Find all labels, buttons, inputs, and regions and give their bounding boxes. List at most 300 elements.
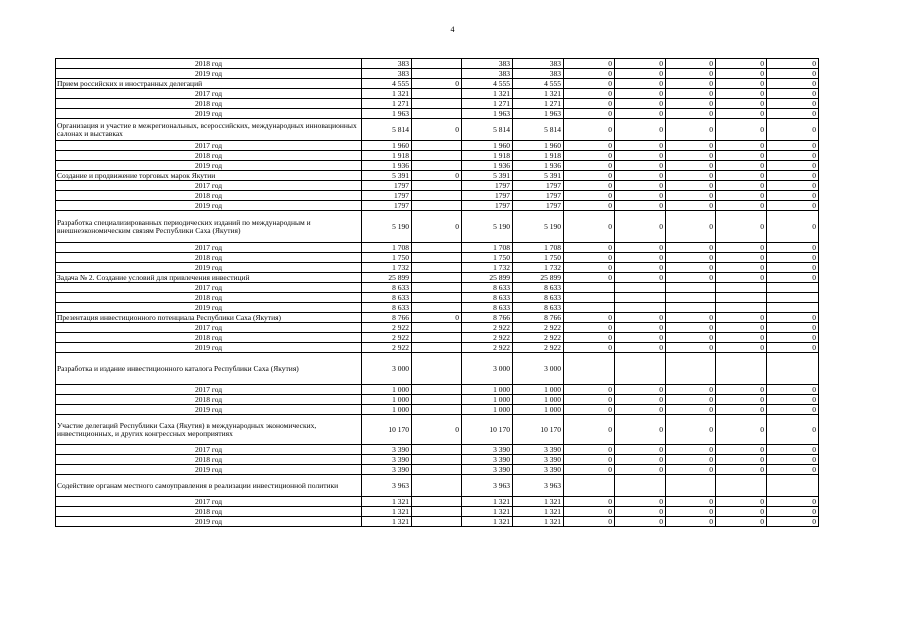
item-row xyxy=(56,79,819,89)
value-cell: 0 xyxy=(615,333,666,343)
value-cell xyxy=(412,465,462,475)
year-row xyxy=(56,141,819,151)
value-cell: 0 xyxy=(666,497,716,507)
value-cell: 1 960 xyxy=(362,141,412,151)
year-row xyxy=(56,161,819,171)
value-cell: 0 xyxy=(615,89,666,99)
value-cell: 0 xyxy=(564,273,615,283)
value-cell xyxy=(564,475,615,497)
value-cell: 3 963 xyxy=(462,475,513,497)
value-cell xyxy=(412,445,462,455)
value-cell: 3 390 xyxy=(462,455,513,465)
value-cell: 8 633 xyxy=(513,283,564,293)
value-cell xyxy=(412,497,462,507)
value-cell: 1 708 xyxy=(462,243,513,253)
value-cell: 1 000 xyxy=(362,405,412,415)
value-cell: 0 xyxy=(666,405,716,415)
value-cell: 0 xyxy=(564,455,615,465)
year-row xyxy=(56,191,819,201)
value-cell: 1 321 xyxy=(513,89,564,99)
value-cell: 0 xyxy=(767,313,819,323)
value-cell: 10 170 xyxy=(462,415,513,445)
item-row xyxy=(56,475,819,497)
value-cell: 0 xyxy=(716,79,767,89)
value-cell: 0 xyxy=(615,181,666,191)
value-cell: 0 xyxy=(564,253,615,263)
value-cell: 8 633 xyxy=(362,283,412,293)
table-body xyxy=(56,59,819,527)
year-row xyxy=(56,253,819,263)
value-cell: 1 321 xyxy=(362,517,412,527)
value-cell: 0 xyxy=(615,171,666,181)
value-cell: 1797 xyxy=(362,181,412,191)
value-cell xyxy=(412,59,462,69)
value-cell: 0 xyxy=(564,69,615,79)
value-cell: 0 xyxy=(412,79,462,89)
value-cell: 3 390 xyxy=(362,445,412,455)
value-cell: 2 922 xyxy=(362,333,412,343)
value-cell: 1 963 xyxy=(362,109,412,119)
value-cell xyxy=(412,283,462,293)
value-cell: 5 190 xyxy=(513,211,564,243)
value-cell: 0 xyxy=(412,313,462,323)
value-cell: 0 xyxy=(564,445,615,455)
year-label: 2019 год xyxy=(56,109,362,119)
value-cell xyxy=(412,109,462,119)
value-cell: 0 xyxy=(564,181,615,191)
year-label: 2018 год xyxy=(56,455,362,465)
year-row xyxy=(56,405,819,415)
value-cell: 383 xyxy=(462,59,513,69)
value-cell xyxy=(564,353,615,385)
value-cell: 0 xyxy=(615,253,666,263)
year-label: 2017 год xyxy=(56,243,362,253)
value-cell: 1 000 xyxy=(362,395,412,405)
value-cell: 1 936 xyxy=(462,161,513,171)
year-row xyxy=(56,385,819,395)
value-cell xyxy=(767,303,819,313)
value-cell: 0 xyxy=(564,323,615,333)
value-cell: 1797 xyxy=(513,191,564,201)
value-cell: 0 xyxy=(615,109,666,119)
value-cell: 0 xyxy=(564,333,615,343)
value-cell xyxy=(767,475,819,497)
value-cell: 0 xyxy=(666,191,716,201)
value-cell: 0 xyxy=(412,415,462,445)
value-cell: 0 xyxy=(716,415,767,445)
value-cell: 0 xyxy=(767,323,819,333)
value-cell: 5 814 xyxy=(462,119,513,141)
value-cell: 0 xyxy=(716,119,767,141)
value-cell: 0 xyxy=(716,517,767,527)
value-cell: 0 xyxy=(666,243,716,253)
year-label: 2019 год xyxy=(56,69,362,79)
value-cell xyxy=(716,353,767,385)
value-cell xyxy=(767,283,819,293)
value-cell: 0 xyxy=(767,273,819,283)
value-cell: 0 xyxy=(564,109,615,119)
item-row xyxy=(56,353,819,385)
value-cell: 0 xyxy=(716,161,767,171)
value-cell: 0 xyxy=(716,253,767,263)
value-cell xyxy=(412,99,462,109)
value-cell: 1 936 xyxy=(362,161,412,171)
value-cell: 0 xyxy=(716,465,767,475)
value-cell: 5 190 xyxy=(462,211,513,243)
item-name: Создание и продвижение торговых марок Якутии xyxy=(56,171,362,181)
value-cell: 0 xyxy=(716,263,767,273)
value-cell xyxy=(412,333,462,343)
year-label: 2018 год xyxy=(56,191,362,201)
value-cell: 2 922 xyxy=(462,343,513,353)
value-cell xyxy=(412,89,462,99)
value-cell: 0 xyxy=(767,211,819,243)
value-cell xyxy=(412,151,462,161)
value-cell: 0 xyxy=(767,201,819,211)
value-cell: 0 xyxy=(666,119,716,141)
year-label: 2018 год xyxy=(56,333,362,343)
year-row xyxy=(56,89,819,99)
value-cell: 0 xyxy=(767,385,819,395)
value-cell: 1 000 xyxy=(513,385,564,395)
value-cell: 3 390 xyxy=(362,455,412,465)
value-cell: 1 271 xyxy=(362,99,412,109)
value-cell: 0 xyxy=(564,243,615,253)
value-cell: 0 xyxy=(615,263,666,273)
value-cell: 1797 xyxy=(462,181,513,191)
value-cell: 8 633 xyxy=(513,293,564,303)
value-cell: 383 xyxy=(362,59,412,69)
value-cell xyxy=(412,243,462,253)
value-cell: 5 814 xyxy=(513,119,564,141)
value-cell: 0 xyxy=(666,395,716,405)
value-cell: 0 xyxy=(412,171,462,181)
value-cell xyxy=(716,293,767,303)
value-cell: 0 xyxy=(716,313,767,323)
value-cell: 0 xyxy=(564,343,615,353)
value-cell: 3 390 xyxy=(513,465,564,475)
value-cell: 1 960 xyxy=(513,141,564,151)
value-cell: 8 766 xyxy=(362,313,412,323)
value-cell: 0 xyxy=(615,201,666,211)
year-label: 2018 год xyxy=(56,151,362,161)
value-cell: 0 xyxy=(666,141,716,151)
value-cell: 0 xyxy=(564,465,615,475)
value-cell: 0 xyxy=(666,253,716,263)
value-cell: 0 xyxy=(716,171,767,181)
value-cell: 3 000 xyxy=(462,353,513,385)
year-label: 2017 год xyxy=(56,323,362,333)
value-cell: 0 xyxy=(615,69,666,79)
value-cell xyxy=(412,181,462,191)
value-cell: 0 xyxy=(666,109,716,119)
value-cell: 0 xyxy=(716,385,767,395)
value-cell: 1 918 xyxy=(362,151,412,161)
year-row xyxy=(56,69,819,79)
value-cell: 0 xyxy=(767,119,819,141)
value-cell: 1 321 xyxy=(462,517,513,527)
item-name: Прием российских и иностранных делегаций xyxy=(56,79,362,89)
value-cell xyxy=(716,303,767,313)
value-cell xyxy=(615,283,666,293)
value-cell: 0 xyxy=(666,465,716,475)
page-number: 4 xyxy=(450,25,455,34)
value-cell xyxy=(666,353,716,385)
item-name: Содействие органам местного самоуправления в реализации инвестиционной политики xyxy=(56,475,362,497)
value-cell: 3 963 xyxy=(513,475,564,497)
value-cell: 0 xyxy=(767,69,819,79)
year-label: 2018 год xyxy=(56,99,362,109)
value-cell: 0 xyxy=(716,99,767,109)
value-cell xyxy=(412,293,462,303)
value-cell: 0 xyxy=(615,517,666,527)
value-cell: 0 xyxy=(615,405,666,415)
value-cell: 0 xyxy=(767,109,819,119)
value-cell: 0 xyxy=(564,151,615,161)
value-cell xyxy=(666,293,716,303)
value-cell: 0 xyxy=(666,69,716,79)
value-cell: 0 xyxy=(615,59,666,69)
year-row xyxy=(56,323,819,333)
value-cell xyxy=(767,293,819,303)
value-cell: 0 xyxy=(615,141,666,151)
value-cell: 1 960 xyxy=(462,141,513,151)
value-cell: 0 xyxy=(615,343,666,353)
value-cell: 0 xyxy=(564,263,615,273)
value-cell: 1 321 xyxy=(462,89,513,99)
value-cell xyxy=(666,283,716,293)
value-cell xyxy=(412,475,462,497)
value-cell: 0 xyxy=(564,395,615,405)
value-cell: 0 xyxy=(716,507,767,517)
value-cell: 1 321 xyxy=(362,497,412,507)
value-cell: 0 xyxy=(615,385,666,395)
year-row xyxy=(56,181,819,191)
value-cell: 0 xyxy=(564,119,615,141)
value-cell xyxy=(615,475,666,497)
value-cell: 2 922 xyxy=(462,333,513,343)
value-cell: 0 xyxy=(767,191,819,201)
value-cell: 1 000 xyxy=(513,405,564,415)
year-label: 2017 год xyxy=(56,141,362,151)
value-cell xyxy=(412,263,462,273)
value-cell: 0 xyxy=(767,405,819,415)
value-cell xyxy=(412,323,462,333)
year-label: 2019 год xyxy=(56,263,362,273)
value-cell: 0 xyxy=(666,211,716,243)
value-cell: 0 xyxy=(716,323,767,333)
value-cell: 0 xyxy=(564,415,615,445)
value-cell xyxy=(412,385,462,395)
value-cell: 0 xyxy=(564,405,615,415)
value-cell: 8 633 xyxy=(462,303,513,313)
value-cell: 3 000 xyxy=(362,353,412,385)
item-row xyxy=(56,313,819,323)
item-row xyxy=(56,415,819,445)
value-cell: 1 000 xyxy=(462,405,513,415)
value-cell: 1 732 xyxy=(513,263,564,273)
value-cell: 1797 xyxy=(513,201,564,211)
value-cell xyxy=(412,253,462,263)
item-name: Разработка специализированных периодических изданий по международным и внешнеэкономическим связям Республики Саха (Якутия) xyxy=(56,211,362,243)
value-cell: 0 xyxy=(716,445,767,455)
year-row xyxy=(56,507,819,517)
value-cell: 0 xyxy=(767,171,819,181)
value-cell: 0 xyxy=(615,191,666,201)
value-cell: 1 750 xyxy=(513,253,564,263)
value-cell xyxy=(615,303,666,313)
value-cell: 1 321 xyxy=(462,507,513,517)
value-cell: 0 xyxy=(666,201,716,211)
value-cell: 0 xyxy=(615,415,666,445)
value-cell: 8 766 xyxy=(513,313,564,323)
value-cell: 0 xyxy=(716,273,767,283)
year-label: 2019 год xyxy=(56,343,362,353)
value-cell xyxy=(412,201,462,211)
value-cell xyxy=(615,293,666,303)
item-row xyxy=(56,273,819,283)
value-cell: 0 xyxy=(666,333,716,343)
year-label: 2017 год xyxy=(56,385,362,395)
value-cell: 4 555 xyxy=(513,79,564,89)
value-cell: 0 xyxy=(767,263,819,273)
value-cell: 1 918 xyxy=(462,151,513,161)
value-cell: 0 xyxy=(666,415,716,445)
value-cell: 5 391 xyxy=(462,171,513,181)
year-row xyxy=(56,99,819,109)
value-cell: 3 390 xyxy=(362,465,412,475)
value-cell xyxy=(666,303,716,313)
value-cell: 1 271 xyxy=(462,99,513,109)
value-cell: 1 321 xyxy=(513,517,564,527)
value-cell: 0 xyxy=(767,395,819,405)
value-cell: 0 xyxy=(716,343,767,353)
item-name: Задача № 2. Создание условий для привлечения инвестиций xyxy=(56,273,362,283)
value-cell xyxy=(716,283,767,293)
value-cell: 3 000 xyxy=(513,353,564,385)
value-cell: 0 xyxy=(615,151,666,161)
value-cell: 0 xyxy=(767,99,819,109)
year-row xyxy=(56,303,819,313)
value-cell: 5 391 xyxy=(362,171,412,181)
value-cell: 0 xyxy=(564,385,615,395)
value-cell: 8 633 xyxy=(362,293,412,303)
value-cell xyxy=(412,273,462,283)
year-row xyxy=(56,517,819,527)
value-cell: 1 732 xyxy=(362,263,412,273)
value-cell: 0 xyxy=(767,517,819,527)
value-cell: 1 321 xyxy=(462,497,513,507)
value-cell: 0 xyxy=(767,415,819,445)
value-cell: 4 555 xyxy=(362,79,412,89)
value-cell xyxy=(412,395,462,405)
value-cell: 1 000 xyxy=(462,395,513,405)
value-cell: 0 xyxy=(666,445,716,455)
value-cell: 1 000 xyxy=(513,395,564,405)
year-label: 2017 год xyxy=(56,445,362,455)
value-cell: 1797 xyxy=(462,191,513,201)
year-row xyxy=(56,151,819,161)
value-cell: 0 xyxy=(564,507,615,517)
value-cell: 383 xyxy=(513,59,564,69)
year-label: 2018 год xyxy=(56,293,362,303)
value-cell: 0 xyxy=(716,89,767,99)
value-cell: 0 xyxy=(767,181,819,191)
value-cell: 0 xyxy=(564,99,615,109)
value-cell: 8 633 xyxy=(362,303,412,313)
value-cell xyxy=(564,293,615,303)
value-cell: 0 xyxy=(564,201,615,211)
year-row xyxy=(56,445,819,455)
value-cell: 0 xyxy=(564,59,615,69)
value-cell: 0 xyxy=(666,323,716,333)
value-cell: 0 xyxy=(615,99,666,109)
value-cell: 0 xyxy=(615,211,666,243)
value-cell xyxy=(412,353,462,385)
value-cell: 0 xyxy=(716,141,767,151)
value-cell: 0 xyxy=(666,343,716,353)
item-name: Презентация инвестиционного потенциала Республики Саха (Якутия) xyxy=(56,313,362,323)
value-cell: 0 xyxy=(564,211,615,243)
value-cell: 1 750 xyxy=(362,253,412,263)
value-cell xyxy=(412,69,462,79)
value-cell: 0 xyxy=(666,99,716,109)
value-cell: 0 xyxy=(767,455,819,465)
value-cell: 1 936 xyxy=(513,161,564,171)
value-cell: 0 xyxy=(767,507,819,517)
value-cell: 0 xyxy=(716,243,767,253)
value-cell: 0 xyxy=(767,343,819,353)
value-cell: 1797 xyxy=(362,191,412,201)
value-cell: 8 766 xyxy=(462,313,513,323)
value-cell: 1 000 xyxy=(462,385,513,395)
value-cell: 8 633 xyxy=(462,293,513,303)
value-cell: 0 xyxy=(615,119,666,141)
item-name: Участие делегаций Республики Саха (Якутия) в международных экономических, инвестиционных, и других конгрессных мероприятиях xyxy=(56,415,362,445)
value-cell: 3 963 xyxy=(362,475,412,497)
value-cell: 1 708 xyxy=(362,243,412,253)
year-label: 2018 год xyxy=(56,507,362,517)
value-cell: 2 922 xyxy=(362,343,412,353)
value-cell xyxy=(412,191,462,201)
value-cell: 0 xyxy=(716,59,767,69)
value-cell: 0 xyxy=(615,161,666,171)
year-row xyxy=(56,59,819,69)
value-cell: 0 xyxy=(716,211,767,243)
value-cell: 0 xyxy=(767,243,819,253)
value-cell: 0 xyxy=(615,507,666,517)
year-row xyxy=(56,455,819,465)
year-row xyxy=(56,465,819,475)
year-label: 2017 год xyxy=(56,89,362,99)
value-cell xyxy=(412,303,462,313)
year-row xyxy=(56,263,819,273)
value-cell: 4 555 xyxy=(462,79,513,89)
value-cell: 0 xyxy=(716,201,767,211)
value-cell: 3 390 xyxy=(462,465,513,475)
value-cell: 383 xyxy=(462,69,513,79)
year-row xyxy=(56,333,819,343)
value-cell xyxy=(666,475,716,497)
value-cell: 1 732 xyxy=(462,263,513,273)
value-cell: 10 170 xyxy=(362,415,412,445)
value-cell: 0 xyxy=(666,385,716,395)
value-cell xyxy=(564,283,615,293)
value-cell: 0 xyxy=(716,109,767,119)
value-cell: 0 xyxy=(767,333,819,343)
year-label: 2019 год xyxy=(56,303,362,313)
value-cell: 1 321 xyxy=(513,497,564,507)
